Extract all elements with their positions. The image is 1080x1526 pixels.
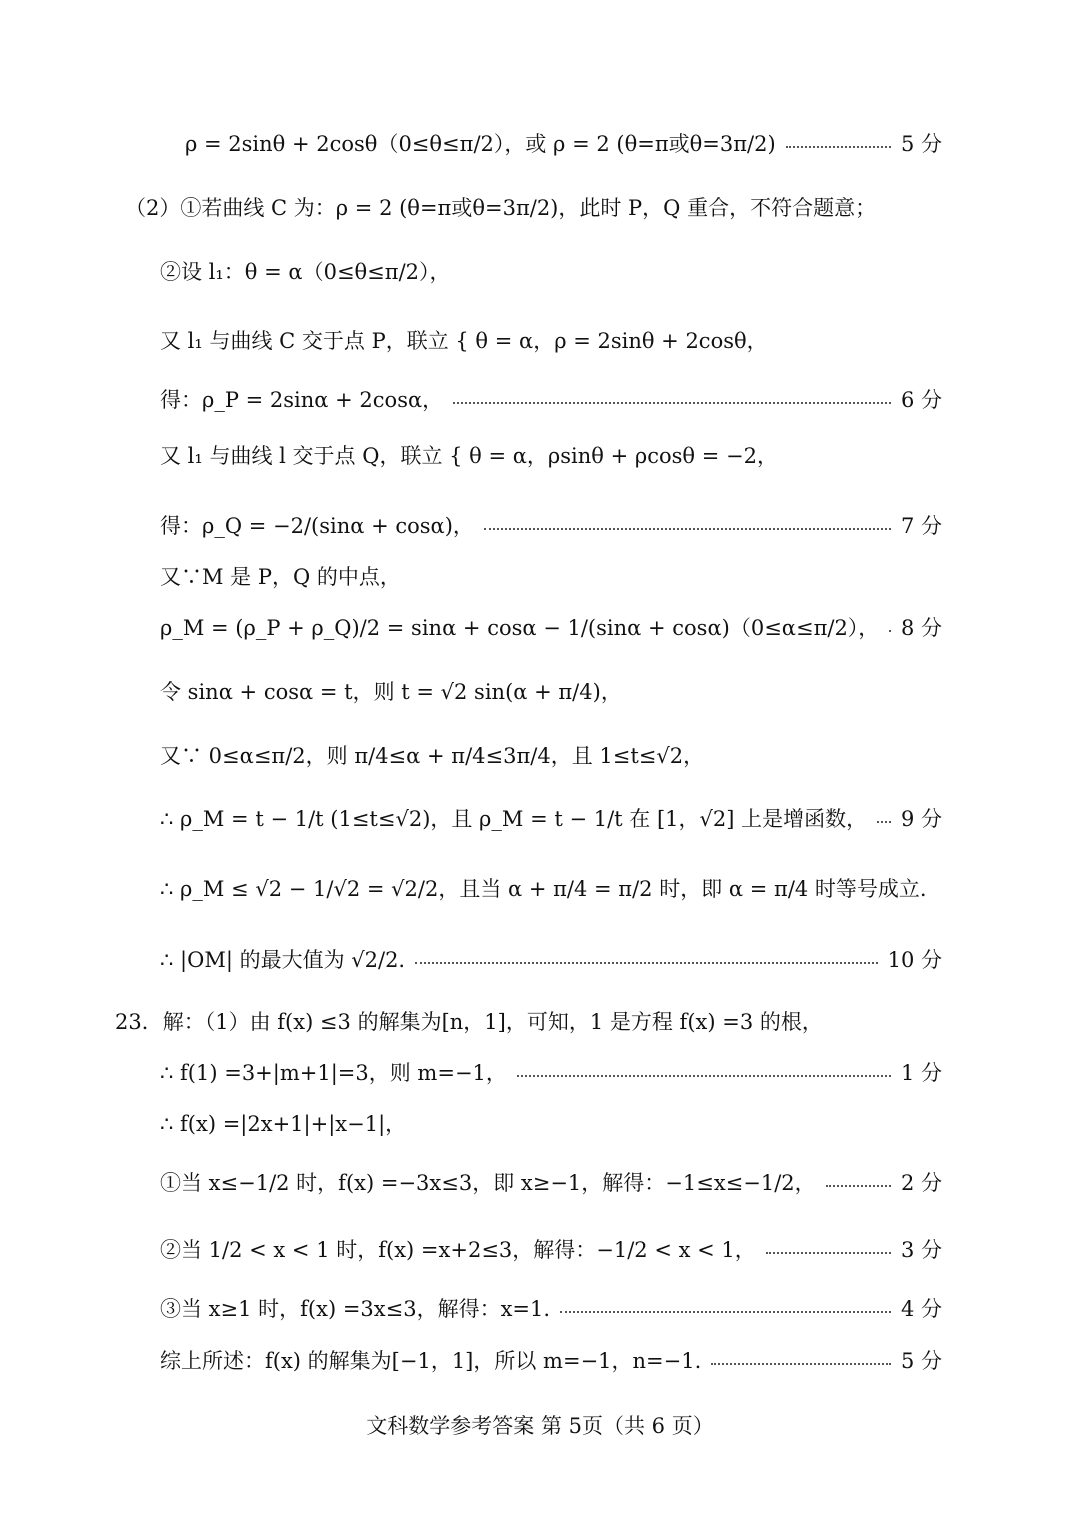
line-text: 得：ρ_P = 2sinα + 2cosα， bbox=[160, 388, 444, 412]
line-text: ∴ f(1) =3+|m+1|=3，则 m=−1， bbox=[160, 1061, 507, 1085]
line-text: ②当 1/2 < x < 1 时，f(x) =x+2≤3，解得：−1/2 < x < 1， bbox=[160, 1238, 756, 1262]
leader-dots bbox=[453, 402, 891, 404]
score-label: 5 分 bbox=[900, 1349, 942, 1373]
answer-line-13 bbox=[0, 873, 1080, 903]
line-text: 令 sinα + cosα = t，则 t = √2 sin(α + π/4)， bbox=[160, 680, 622, 704]
line-text: ρ_M = (ρ_P + ρ_Q)/2 = sinα + cosα − 1/(sinα + cosα)（0≤α≤π/2）， bbox=[160, 616, 880, 640]
leader-dots bbox=[711, 1363, 891, 1365]
score-label: 2 分 bbox=[900, 1171, 942, 1195]
score-label: 8 分 bbox=[900, 616, 942, 640]
answer-line-6 bbox=[0, 440, 1080, 470]
line-text: 得：ρ_Q = −2/(sinα + cosα)， bbox=[160, 514, 474, 538]
leader-dots bbox=[889, 630, 891, 632]
line-text: ∴ |OM| 的最大值为 √2/2. bbox=[160, 948, 406, 972]
answer-line-2 bbox=[0, 192, 1080, 222]
line-text: ρ = 2sinθ + 2cosθ（0≤θ≤π/2），或 ρ = 2 (θ=π或θ=3π/2) bbox=[185, 132, 776, 156]
score-label: 7 分 bbox=[900, 514, 942, 538]
answer-line-9 bbox=[0, 612, 1080, 642]
line-text: ∴ f(x) =|2x+1|+|x−1|， bbox=[160, 1112, 407, 1136]
leader-dots bbox=[560, 1311, 891, 1313]
leader-dots bbox=[877, 821, 891, 823]
answer-line-15 bbox=[0, 1006, 1080, 1036]
score-label: 1 分 bbox=[900, 1061, 942, 1085]
answer-line-21 bbox=[0, 1345, 1080, 1375]
score-label: 5 分 bbox=[900, 132, 942, 156]
answer-line-18 bbox=[0, 1167, 1080, 1197]
answer-line-8 bbox=[0, 561, 1080, 591]
line-text: ②设 l₁：θ = α（0≤θ≤π/2）， bbox=[160, 260, 451, 284]
score-label: 6 分 bbox=[900, 388, 942, 412]
line-text: ∴ ρ_M = t − 1/t (1≤t≤√2)，且 ρ_M = t − 1/t 在 [1，√2] 上是增函数， bbox=[160, 807, 868, 831]
answer-line-17 bbox=[0, 1108, 1080, 1138]
answer-line-14 bbox=[0, 944, 1080, 974]
line-text: 又∵M 是 P，Q 的中点， bbox=[160, 565, 401, 589]
score-label: 10 分 bbox=[887, 948, 942, 972]
score-label: 3 分 bbox=[900, 1238, 942, 1262]
leader-dots bbox=[786, 146, 891, 148]
line-text: 又∵ 0≤α≤π/2，则 π/4≤α + π/4≤3π/4，且 1≤t≤√2， bbox=[160, 744, 705, 768]
answer-line-1 bbox=[0, 128, 1080, 158]
score-label: 9 分 bbox=[900, 807, 942, 831]
answer-line-11 bbox=[0, 740, 1080, 770]
leader-dots bbox=[826, 1185, 891, 1187]
page-footer: 文科数学参考答案 第 5页（共 6 页） bbox=[366, 1414, 714, 1438]
answer-line-19 bbox=[0, 1234, 1080, 1264]
line-text: ③当 x≥1 时，f(x) =3x≤3，解得：x=1. bbox=[160, 1297, 551, 1321]
answer-line-16 bbox=[0, 1057, 1080, 1087]
line-text: 又 l₁ 与曲线 C 交于点 P，联立 { θ = α，ρ = 2sinθ + 2cosθ， bbox=[160, 329, 768, 353]
line-text: （2）①若曲线 C 为：ρ = 2 (θ=π或θ=3π/2)，此时 P，Q 重合，不符合题意； bbox=[125, 196, 877, 220]
leader-dots bbox=[415, 962, 877, 964]
answer-line-5 bbox=[0, 384, 1080, 414]
leader-dots bbox=[766, 1252, 891, 1254]
answer-line-3 bbox=[0, 256, 1080, 286]
line-text: ∴ ρ_M ≤ √2 − 1/√2 = √2/2，且当 α + π/4 = π/2 时，即 α = π/4 时等号成立. bbox=[160, 877, 927, 901]
line-text: 23．解：（1）由 f(x) ≤3 的解集为[n，1]，可知，1 是方程 f(x) =3 的根， bbox=[115, 1010, 823, 1034]
line-text: 又 l₁ 与曲线 l 交于点 Q，联立 { θ = α，ρsinθ + ρcosθ = −2， bbox=[160, 444, 778, 468]
line-text: 综上所述：f(x) 的解集为[−1，1]，所以 m=−1，n=−1. bbox=[160, 1349, 702, 1373]
score-label: 4 分 bbox=[900, 1297, 942, 1321]
leader-dots bbox=[517, 1075, 891, 1077]
answer-line-10 bbox=[0, 676, 1080, 706]
answer-line-12 bbox=[0, 803, 1080, 833]
line-text: ①当 x≤−1/2 时，f(x) =−3x≤3，即 x≥−1，解得：−1≤x≤−1/2， bbox=[160, 1171, 816, 1195]
leader-dots bbox=[484, 528, 891, 530]
answer-line-4 bbox=[0, 325, 1080, 355]
answer-line-20 bbox=[0, 1293, 1080, 1323]
answer-line-7 bbox=[0, 510, 1080, 540]
